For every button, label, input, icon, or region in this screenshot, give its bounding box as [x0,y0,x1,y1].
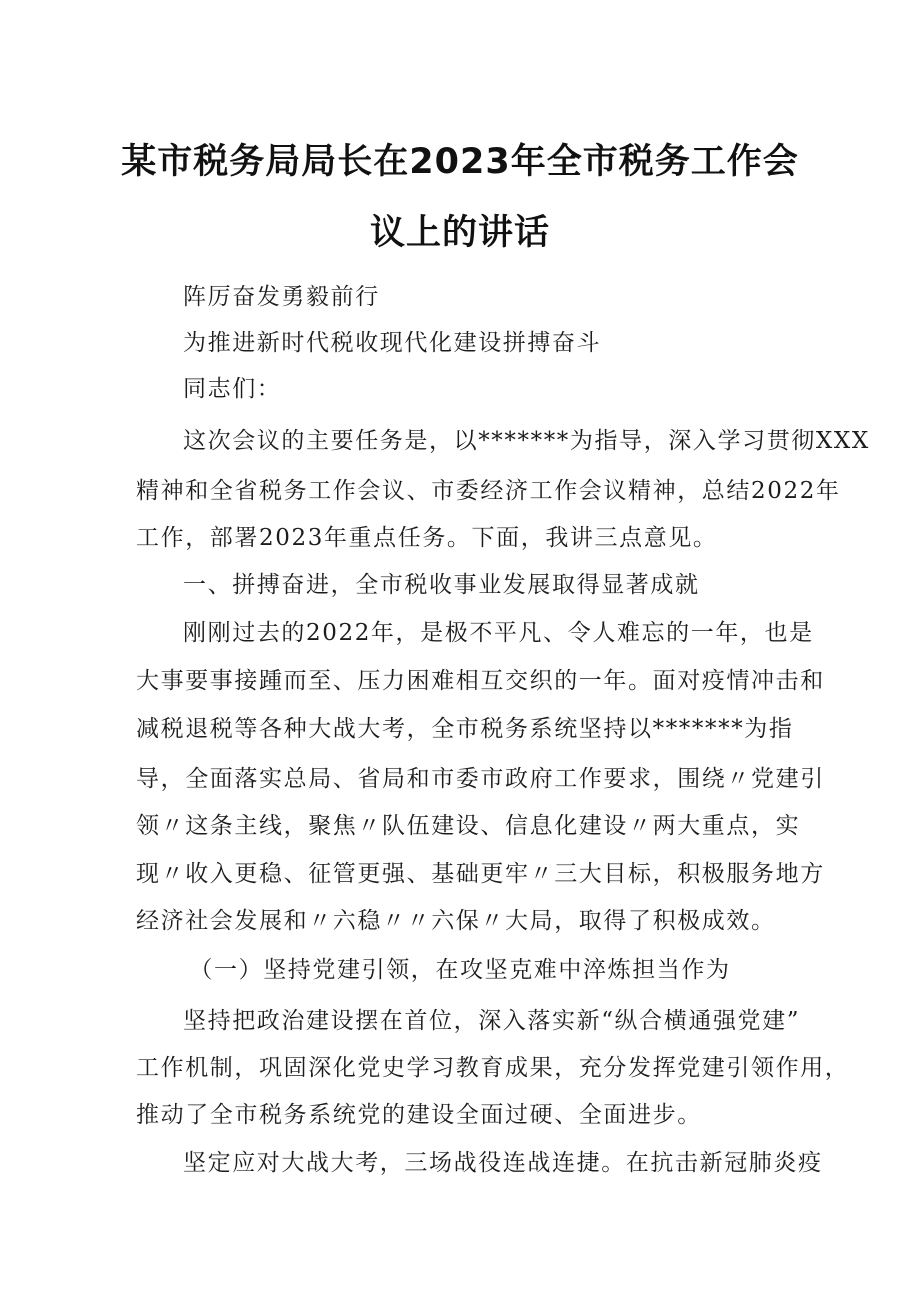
paragraph-line: 大事要事接踵而至、压力困难相互交织的一年。面对疫情冲击和 [136,668,825,694]
paragraph-line: 减税退税等各种大战大考，全市税务系统坚持以*******为指 [136,716,794,742]
section-heading: 一、拼搏奋进，全市税收事业发展取得显著成就 [183,572,700,598]
paragraph-line: 领〃这条主线，聚焦〃队伍建设、信息化建设〃两大重点，实 [136,813,801,839]
document-title-line-2: 议上的讲话 [369,213,550,253]
paragraph-line: 坚持把政治建设摆在首位，深入落实新“纵合横通强党建” [183,1008,801,1034]
paragraph-line: 这次会议的主要任务是，以*******为指导，深入学习贯彻XXX [183,428,870,454]
document-title-line-1: 某市税务局局长在2023年全市税务工作会 [121,142,799,182]
paragraph-line: 刚刚过去的2022年，是极不平凡、令人难忘的一年，也是 [183,620,814,646]
paragraph-line: 精神和全省税务工作会议、市委经济工作会议精神，总结2022年 [136,478,841,504]
paragraph-line: 经济社会发展和〃六稳〃〃六保〃大局，取得了积极成效。 [136,908,776,934]
subtitle-line-2: 为推进新时代税收现代化建设拼搏奋斗 [183,330,602,356]
subtitle-line-1: 阵厉奋发勇毅前行 [183,284,380,310]
paragraph-line: 导，全面落实总局、省局和市委市政府工作要求，围绕〃党建引 [136,766,825,792]
salutation: 同志们： [183,376,282,402]
paragraph-line: 工作，部署2023年重点任务。下面，我讲三点意见。 [136,525,718,551]
paragraph-line: 工作机制，巩固深化党史学习教育成果，充分发挥党建引领作用， [136,1055,850,1081]
subsection-heading: （一）坚持党建引领，在攻坚克难中淬炼担当作为 [189,957,731,983]
paragraph-line: 推动了全市税务系统党的建设全面过硬、全面进步。 [136,1102,702,1128]
paragraph-line: 现〃收入更稳、征管更强、基础更牢〃三大目标，积极服务地方 [136,861,825,887]
paragraph-line: 坚定应对大战大考，三场战役连战连捷。在抗击新冠肺炎疫 [183,1150,823,1176]
